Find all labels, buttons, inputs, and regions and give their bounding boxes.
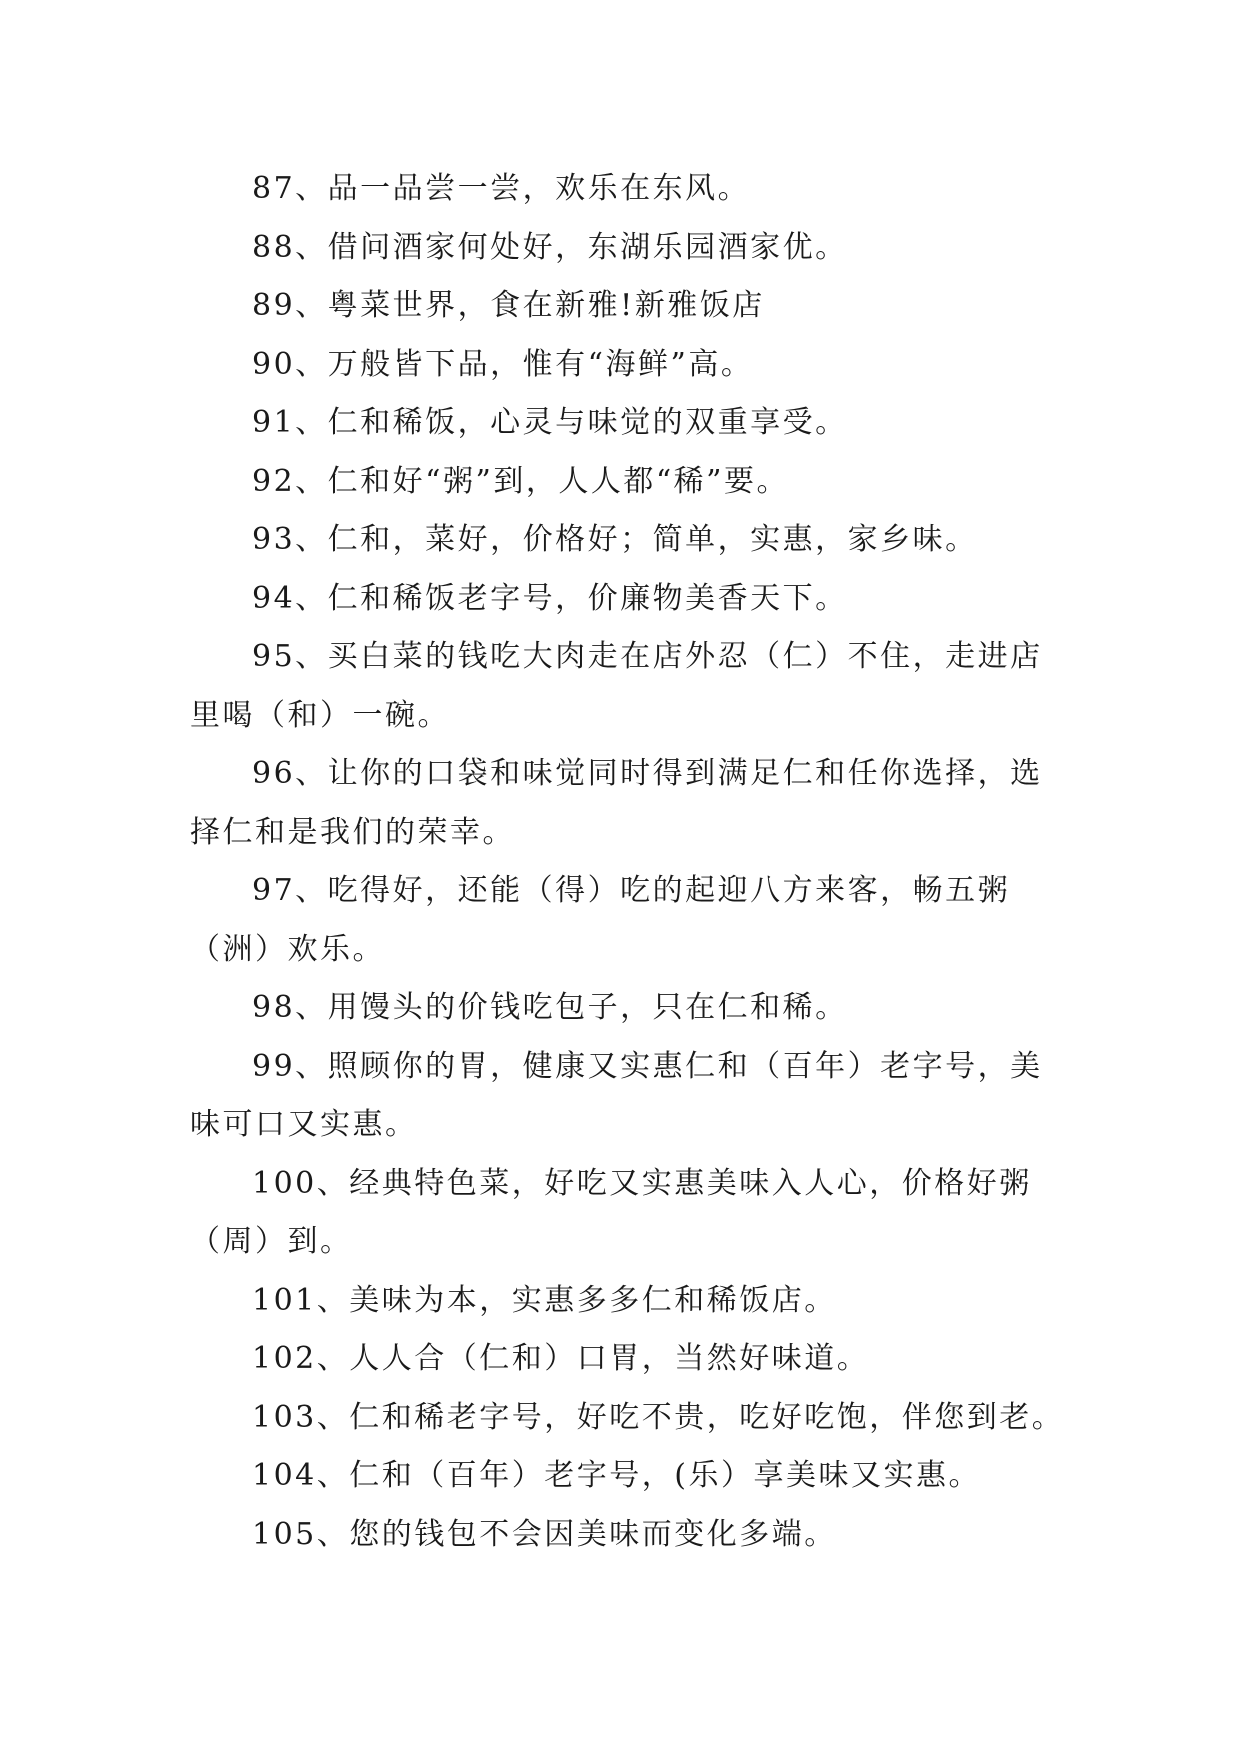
list-item: 98、用馒头的价钱吃包子，只在仁和稀。 [252,990,848,1025]
document-body [190,160,1072,1564]
list-item: 87、品一品尝一尝，欢乐在东风。 [252,171,751,206]
list-item: 101、美味为本，实惠多多仁和稀饭店。 [252,1282,837,1318]
list-item: 95、买白菜的钱吃大肉走在店外忍（仁）不住，走进店里喝（和）一碗。 [190,639,1043,733]
list-item: 103、仁和稀老字号，好吃不贵，吃好吃饱，伴您到老。 [252,1399,1065,1435]
list-item: 89、粤菜世界，食在新雅!新雅饭店 [252,288,765,323]
list-item: 91、仁和稀饭，心灵与味觉的双重享受。 [252,405,848,440]
list-item: 105、您的钱包不会因美味而变化多端。 [252,1516,837,1552]
list-item: 96、让你的口袋和味觉同时得到满足仁和任你选择，选择仁和是我们的荣幸。 [190,756,1043,850]
list-item: 97、吃得好，还能（得）吃的起迎八方来客，畅五粥（洲）欢乐。 [190,873,1011,967]
list-item: 104、仁和（百年）老字号，(乐）享美味又实惠。 [252,1458,981,1493]
list-item: 92、仁和好“粥”到，人人都“稀”要。 [252,463,790,499]
list-item: 99、照顾你的胃，健康又实惠仁和（百年）老字号，美味可口又实惠。 [190,1048,1043,1142]
list-item: 94、仁和稀饭老字号，价廉物美香天下。 [252,580,848,616]
list-item: 102、人人合（仁和）口胃，当然好味道。 [252,1341,870,1376]
list-item: 90、万般皆下品，惟有“海鲜”高。 [252,346,754,382]
list-item: 93、仁和，菜好，价格好；简单，实惠，家乡味。 [252,522,978,557]
list-item: 100、经典特色菜，好吃又实惠美味入人心，价格好粥（周）到。 [190,1165,1032,1259]
list-item: 88、借问酒家何处好，东湖乐园酒家优。 [252,229,848,265]
